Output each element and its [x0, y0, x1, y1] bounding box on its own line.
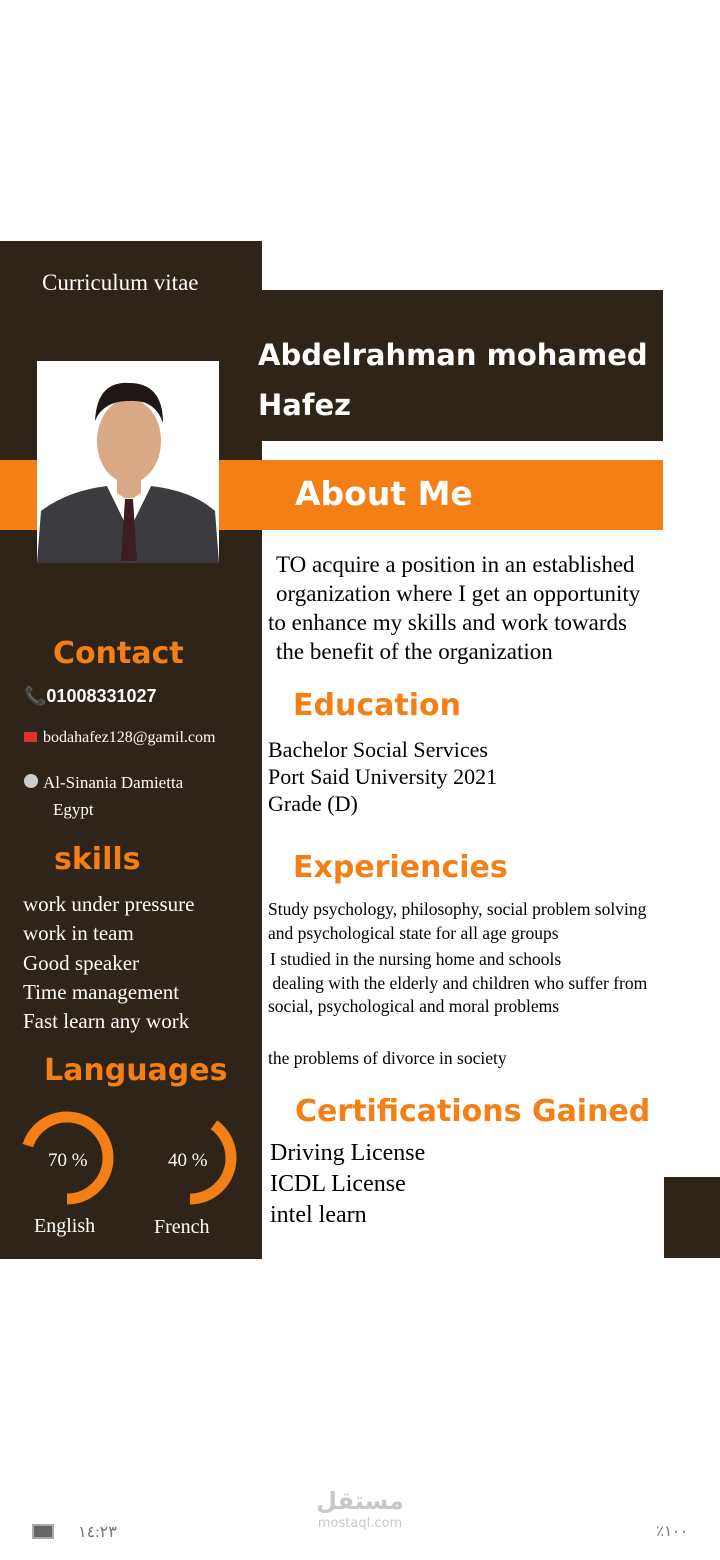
- phone-icon: 📞: [24, 686, 47, 706]
- status-time: ١٤:٢٣: [78, 1524, 117, 1541]
- french-percent: 40 %: [168, 1150, 208, 1171]
- english-percent: 70 %: [48, 1150, 88, 1171]
- about-text: TO acquire a position in an established organization where I get an opportunity to enhance my skills and work towards the benefit of the organization: [268, 552, 641, 664]
- language-gauges: [0, 1100, 262, 1210]
- skills-title: skills: [54, 842, 141, 877]
- cv-title: Curriculum vitae: [42, 270, 199, 295]
- experience-text: Study psychology, philosophy, social problem solving and psychological state for all age groups I studied in the nursing home and schools dealing with the elderly and children who suffer from social, psychological and moral problems the problems of divorce in society: [268, 899, 648, 1068]
- profile-photo: [37, 361, 219, 563]
- education-details: Bachelor Social Services Port Said University 2021 Grade (D): [268, 737, 498, 816]
- address: Al-Sinania Damietta Egypt: [24, 769, 183, 823]
- decor-block: [664, 1177, 720, 1258]
- home-icon: [24, 774, 38, 788]
- about-title: About Me: [295, 474, 473, 513]
- languages-title: Languages: [44, 1053, 228, 1088]
- english-label: English: [34, 1215, 96, 1237]
- education-title: Education: [293, 688, 461, 723]
- french-label: French: [154, 1216, 210, 1238]
- phone: 📞01008331027: [24, 686, 157, 706]
- mail-icon: [24, 732, 37, 742]
- watermark: مستقل mostaql.com: [316, 1487, 404, 1531]
- contact-title: Contact: [53, 636, 184, 671]
- certifications-list: Driving License ICDL License intel learn: [270, 1140, 426, 1228]
- skills-list: work under pressure work in team Good speaker Time management Fast learn any work: [23, 892, 195, 1034]
- full-name: Abdelrahman mohamed Hafez: [258, 338, 648, 422]
- email: bodahafez128@gamil.com: [24, 729, 215, 747]
- experience-title: Experiencies: [293, 850, 508, 885]
- battery-icon: [32, 1524, 54, 1539]
- certifications-title: Certifications Gained: [295, 1094, 651, 1129]
- battery-percent: ٪١٠٠: [656, 1524, 689, 1540]
